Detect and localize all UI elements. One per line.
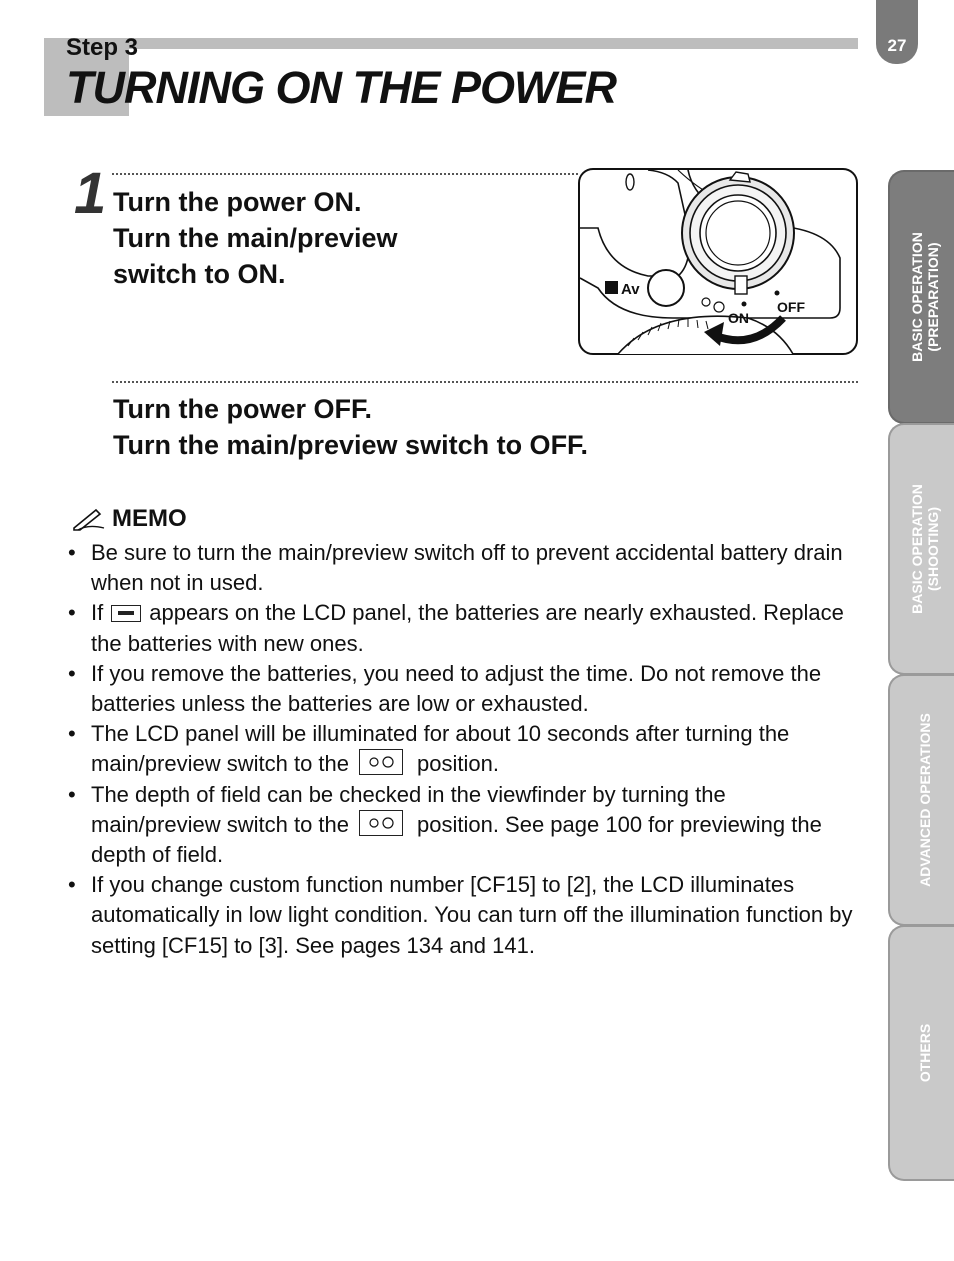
memo-title: MEMO — [112, 505, 187, 532]
memo-item — [68, 719, 858, 779]
tab-basic-operation-preparation[interactable] — [888, 170, 954, 424]
memo-text: position. See page 100 for previewing the depth of field. — [91, 811, 822, 868]
instruction-line: Turn the power ON. — [113, 187, 362, 217]
instruction-line: switch to ON. — [113, 259, 286, 289]
instruction-line: Turn the power OFF. — [113, 394, 372, 424]
memo-heading — [72, 505, 187, 533]
memo-list — [68, 538, 858, 961]
memo-text: If you remove the batteries, you need to adjust the time. Do not remove the batteries unless the batteries are low or exhausted. — [91, 660, 822, 717]
instruction-line: Turn the main/preview switch to OFF. — [113, 430, 589, 460]
memo-text: If — [91, 600, 104, 626]
dotted-divider — [112, 173, 578, 175]
step-number: 1 — [74, 161, 107, 226]
memo-item — [68, 538, 858, 598]
memo-pencil-icon — [72, 506, 106, 532]
memo-item — [68, 870, 858, 961]
memo-text: If you change custom function number [CF15] to [2], the LCD illuminates automatically in low light condition. You can turn off the illumination function by setting [CF15] to [3]. See pages 134 and 141. — [91, 872, 853, 958]
on-label: ON — [728, 310, 749, 326]
illumination-position-icon — [359, 810, 403, 836]
av-label: Av — [621, 281, 640, 298]
tab-others[interactable] — [888, 925, 954, 1181]
memo-text: Be sure to turn the main/preview switch off to prevent accidental battery drain when not in used. — [91, 540, 843, 596]
camera-switch-illustration — [578, 168, 858, 355]
illumination-position-icon — [359, 749, 403, 775]
memo-item — [68, 780, 858, 871]
memo-text: The LCD panel will be illuminated for about 10 seconds after turning the main/preview switch to the — [91, 721, 790, 777]
step-label: Step 3 — [66, 34, 139, 61]
memo-item — [68, 598, 858, 658]
battery-low-icon — [111, 605, 141, 622]
memo-text: position. — [417, 751, 499, 777]
memo-text: appears on the LCD panel, the batteries are nearly exhausted. Replace the batteries with new ones. — [91, 600, 844, 656]
memo-item — [68, 659, 858, 719]
tab-advanced-operations[interactable] — [888, 674, 954, 926]
dotted-divider — [112, 381, 858, 383]
tab-label: ADVANCED OPERATIONS — [917, 713, 933, 887]
power-on-instructions — [113, 184, 563, 292]
tab-label: OTHERS — [917, 1023, 933, 1083]
tab-label: BASIC OPERATION (PREPARATION) — [909, 232, 942, 362]
instruction-line: Turn the main/preview — [113, 223, 398, 253]
page-number: 27 — [887, 36, 907, 55]
memo-text: The depth of field can be checked in the viewfinder by turning the main/preview switch to the — [91, 781, 726, 837]
tab-basic-operation-shooting[interactable] — [888, 423, 954, 675]
header-bar — [129, 38, 858, 49]
tab-label: BASIC OPERATION (SHOOTING) — [909, 484, 942, 614]
page-title: TURNING ON THE POWER — [66, 62, 616, 113]
power-off-instructions — [113, 391, 853, 463]
off-label: OFF — [777, 299, 805, 315]
